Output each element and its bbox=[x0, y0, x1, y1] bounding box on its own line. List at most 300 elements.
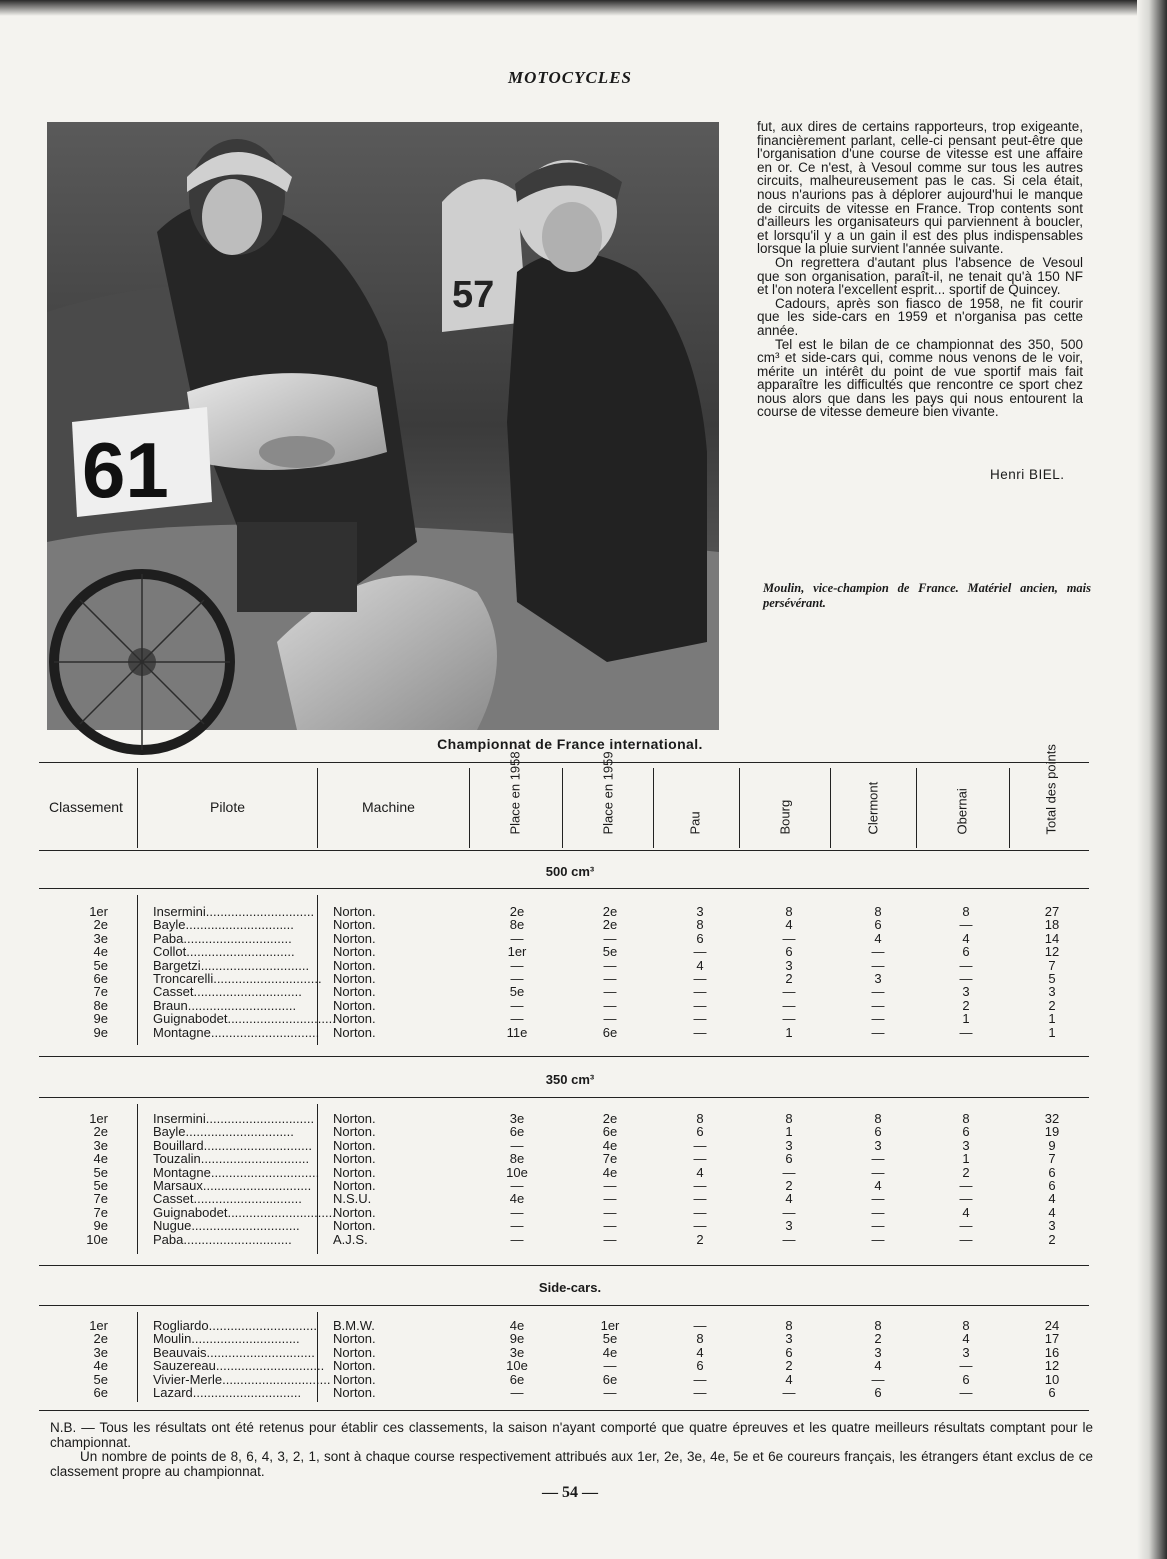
cell-clermont: 8 bbox=[874, 1318, 882, 1333]
cell-pau: — bbox=[693, 1385, 707, 1400]
cell-total: 19 bbox=[1044, 1124, 1060, 1140]
cell-pilot: Sauzereau.............................. bbox=[153, 1358, 325, 1374]
cell-machine: Norton. bbox=[333, 997, 376, 1013]
cell-place-1958: — bbox=[510, 957, 524, 973]
cell-rank: 8e bbox=[93, 997, 108, 1013]
table-row bbox=[0, 1139, 1140, 1152]
cell-pilot: Troncarelli.............................. bbox=[153, 971, 322, 986]
cell-pilot: Casset.............................. bbox=[153, 1191, 302, 1207]
cell-place-1958: — bbox=[510, 1385, 524, 1400]
cell-place-1959: — bbox=[603, 997, 617, 1013]
cell-pilot: Paba.............................. bbox=[153, 930, 292, 946]
cell-pau: 6 bbox=[696, 1124, 704, 1140]
cell-pilot: Bayle.............................. bbox=[153, 917, 294, 933]
cell-total: 3 bbox=[1048, 984, 1056, 1000]
cell-clermont: 6 bbox=[874, 917, 882, 933]
table-row bbox=[0, 918, 1140, 931]
cell-obernai: 8 bbox=[962, 1318, 970, 1333]
table-row bbox=[0, 1125, 1140, 1138]
cell-obernai: — bbox=[959, 1191, 973, 1207]
cell-pau: — bbox=[693, 1318, 707, 1333]
cell-place-1959: 6e bbox=[602, 1024, 618, 1040]
cell-obernai: 2 bbox=[962, 997, 970, 1013]
table-row bbox=[0, 972, 1140, 985]
cell-pilot: Paba.............................. bbox=[153, 1231, 292, 1247]
cell-obernai: — bbox=[959, 1178, 973, 1193]
cell-total: 9 bbox=[1048, 1137, 1056, 1153]
table-row bbox=[0, 1206, 1140, 1219]
cell-place-1958: 4e bbox=[509, 1191, 525, 1207]
cell-bourg: — bbox=[782, 930, 796, 946]
cell-obernai: 8 bbox=[962, 904, 970, 919]
cell-place-1958: 5e bbox=[509, 984, 525, 1000]
cell-total: 3 bbox=[1048, 1218, 1056, 1234]
cell-place-1959: — bbox=[603, 1178, 617, 1193]
pilot-name: Montagne bbox=[153, 1164, 211, 1180]
cell-machine: Norton. bbox=[333, 1344, 376, 1360]
cell-machine: N.S.U. bbox=[333, 1191, 372, 1207]
cell-clermont: — bbox=[871, 1011, 885, 1027]
table-row bbox=[0, 1012, 1140, 1025]
cell-clermont: — bbox=[871, 1024, 885, 1040]
cell-place-1959: 2e bbox=[602, 904, 618, 919]
table-row bbox=[0, 999, 1140, 1012]
cell-total: 4 bbox=[1048, 1204, 1056, 1220]
cell-total: 14 bbox=[1044, 930, 1060, 946]
cell-obernai: — bbox=[959, 1231, 973, 1247]
header-bourg: Bourg bbox=[777, 799, 793, 835]
cell-obernai: — bbox=[959, 1385, 973, 1400]
table-rule-350-end bbox=[39, 1265, 1089, 1266]
section-title-500: 500 cm³ bbox=[545, 864, 595, 879]
cell-clermont: — bbox=[871, 1218, 885, 1234]
table-row bbox=[0, 905, 1140, 918]
table-rule-500-end bbox=[39, 1056, 1089, 1057]
table-row bbox=[0, 985, 1140, 998]
cell-machine: Norton. bbox=[333, 984, 376, 1000]
cell-rank: 3e bbox=[93, 930, 108, 946]
cell-clermont: 3 bbox=[874, 1137, 882, 1153]
col-divider bbox=[739, 768, 740, 848]
cell-place-1959: 4e bbox=[602, 1137, 618, 1153]
section-title-350: 350 cm³ bbox=[545, 1072, 595, 1087]
cell-total: 24 bbox=[1044, 1318, 1060, 1333]
cell-pau: — bbox=[693, 1371, 707, 1387]
pilot-name: Nugue bbox=[153, 1218, 192, 1234]
table-row bbox=[0, 1386, 1140, 1399]
cell-clermont: 8 bbox=[874, 1111, 882, 1126]
cell-pilot: Montagne.............................. bbox=[153, 1024, 320, 1040]
cell-rank: 5e bbox=[93, 1164, 108, 1180]
cell-rank: 2e bbox=[93, 917, 108, 933]
pilot-name: Moulin bbox=[153, 1331, 192, 1347]
cell-machine: Norton. bbox=[333, 1358, 376, 1374]
cell-obernai: 3 bbox=[962, 1344, 970, 1360]
cell-clermont: — bbox=[871, 1231, 885, 1247]
cell-machine: Norton. bbox=[333, 1024, 376, 1040]
cell-total: 32 bbox=[1044, 1111, 1060, 1126]
cell-place-1958: 8e bbox=[509, 917, 525, 933]
cell-total: 17 bbox=[1044, 1331, 1060, 1347]
cell-pau: — bbox=[693, 1191, 707, 1207]
cell-rank: 2e bbox=[93, 1331, 108, 1347]
cell-place-1959: 5e bbox=[602, 1331, 618, 1347]
cell-rank: 4e bbox=[93, 944, 108, 960]
cell-pilot: Guignabodet.............................. bbox=[153, 1204, 336, 1220]
cell-rank: 7e bbox=[93, 1204, 108, 1220]
cell-machine: Norton. bbox=[333, 944, 376, 960]
cell-pau: — bbox=[693, 1011, 707, 1027]
cell-pau: — bbox=[693, 1024, 707, 1040]
cell-machine: Norton. bbox=[333, 1385, 376, 1400]
cell-place-1958: 10e bbox=[506, 1358, 528, 1374]
cell-place-1958: 1er bbox=[507, 944, 527, 960]
cell-pau: — bbox=[693, 944, 707, 960]
cell-pau: 6 bbox=[696, 930, 704, 946]
table-rule-header bbox=[39, 850, 1089, 851]
cell-pau: — bbox=[693, 997, 707, 1013]
cell-pilot: Vivier-Merle.............................. bbox=[153, 1371, 331, 1387]
header-place-1959: Place en 1959 bbox=[600, 751, 616, 835]
cell-pilot: Casset.............................. bbox=[153, 984, 302, 1000]
table-rule-bottom bbox=[39, 1410, 1089, 1411]
col-divider bbox=[653, 768, 654, 848]
article-paragraph: fut, aux dires de certains rapporteurs, trop exigeante, financièrement parlant, celle-ci pensant peut-être que l'organisation d'une course de vitesse est une affaire en or. Ce n'est, à Vesoul comme sur tous les autres circuits, malheureusement pas le cas. Si cela était, nous n'aurions pas à déplorer aujourd'hui le manque de circuits de vitesse en France. Trop contents sont d'ailleurs les organisateurs qui parviennent à boucler, et lorsqu'il y a un gain il est des plus indispensables lorsque la pluie survient l'année suivante. bbox=[757, 119, 1083, 257]
cell-clermont: — bbox=[871, 957, 885, 973]
cell-bourg: — bbox=[782, 1011, 796, 1027]
cell-place-1958: — bbox=[510, 1178, 524, 1193]
cell-rank: 9e bbox=[93, 1024, 108, 1040]
cell-machine: Norton. bbox=[333, 1151, 376, 1167]
pilot-name: Braun bbox=[153, 997, 188, 1013]
scan-edge-right bbox=[1137, 0, 1167, 1559]
cell-place-1958: — bbox=[510, 1011, 524, 1027]
cell-rank: 3e bbox=[93, 1137, 108, 1153]
cell-bourg: 2 bbox=[785, 1358, 793, 1374]
cell-pilot: Marsaux.............................. bbox=[153, 1178, 312, 1193]
cell-place-1958: — bbox=[510, 930, 524, 946]
cell-machine: B.M.W. bbox=[333, 1318, 375, 1333]
cell-place-1959: — bbox=[603, 971, 617, 986]
cell-rank: 7e bbox=[93, 984, 108, 1000]
cell-pilot: Nugue.............................. bbox=[153, 1218, 300, 1234]
cell-pau: 4 bbox=[696, 1344, 704, 1360]
cell-place-1958: 11e bbox=[506, 1024, 528, 1040]
header-total: Total des points bbox=[1043, 744, 1059, 835]
cell-total: 12 bbox=[1044, 944, 1060, 960]
cell-place-1959: 4e bbox=[602, 1164, 618, 1180]
cell-total: 6 bbox=[1048, 1164, 1056, 1180]
cell-clermont: — bbox=[871, 997, 885, 1013]
cell-obernai: — bbox=[959, 957, 973, 973]
cell-place-1959: — bbox=[603, 984, 617, 1000]
cell-total: 27 bbox=[1044, 904, 1060, 919]
cell-obernai: 4 bbox=[962, 930, 970, 946]
cell-obernai: 3 bbox=[962, 984, 970, 1000]
cell-pau: — bbox=[693, 1218, 707, 1234]
cell-rank: 10e bbox=[86, 1231, 108, 1247]
article-text bbox=[757, 120, 1083, 419]
cell-machine: Norton. bbox=[333, 1218, 376, 1234]
pilot-name: Guignabodet bbox=[153, 1011, 228, 1027]
cell-bourg: 6 bbox=[785, 1344, 793, 1360]
cell-bourg: 3 bbox=[785, 957, 793, 973]
cell-pilot: Collot.............................. bbox=[153, 944, 295, 960]
cell-total: 18 bbox=[1044, 917, 1060, 933]
pilot-name: Casset bbox=[153, 1191, 194, 1207]
fairing-number: 57 bbox=[452, 274, 495, 316]
table-rule-sidecars bbox=[39, 1305, 1089, 1306]
pilot-name: Insermini bbox=[153, 904, 206, 919]
cell-bourg: 3 bbox=[785, 1331, 793, 1347]
cell-machine: Norton. bbox=[333, 930, 376, 946]
cell-total: 2 bbox=[1048, 997, 1056, 1013]
cell-obernai: 6 bbox=[962, 1371, 970, 1387]
section-title-sidecars: Side-cars. bbox=[538, 1280, 602, 1295]
cell-place-1959: — bbox=[603, 1231, 617, 1247]
cell-clermont: 2 bbox=[874, 1331, 882, 1347]
cell-bourg: — bbox=[782, 1164, 796, 1180]
cell-total: 1 bbox=[1048, 1024, 1056, 1040]
cell-place-1958: — bbox=[510, 1218, 524, 1234]
cell-pau: — bbox=[693, 971, 707, 986]
cell-bourg: 3 bbox=[785, 1137, 793, 1153]
cell-pau: — bbox=[693, 1178, 707, 1193]
cell-pau: — bbox=[693, 984, 707, 1000]
cell-machine: Norton. bbox=[333, 1111, 376, 1126]
cell-bourg: — bbox=[782, 1385, 796, 1400]
page-number: — 54 — bbox=[542, 1484, 598, 1501]
cell-clermont: 3 bbox=[874, 1344, 882, 1360]
cell-pilot: Braun.............................. bbox=[153, 997, 297, 1013]
footnote-line: Un nombre de points de 8, 6, 4, 3, 2, 1, sont à chaque course respectivement attribués aux 1er, 2e, 3e, 4e, 5e et 6e coureurs français, les étrangers étant exclus de ce classement propre au championnat. bbox=[50, 1449, 1093, 1479]
cell-pilot: Bargetzi.............................. bbox=[153, 957, 310, 973]
cell-bourg: — bbox=[782, 1204, 796, 1220]
cell-pilot: Bayle.............................. bbox=[153, 1124, 294, 1140]
cell-pau: 3 bbox=[696, 904, 704, 919]
pilot-name: Bayle bbox=[153, 1124, 186, 1140]
cell-clermont: 4 bbox=[874, 930, 882, 946]
col-divider bbox=[137, 768, 138, 848]
running-head: MOTOCYCLES bbox=[508, 68, 632, 87]
cell-pilot: Guignabodet.............................. bbox=[153, 1011, 336, 1027]
pilot-name: Montagne bbox=[153, 1024, 211, 1040]
cell-obernai: 4 bbox=[962, 1331, 970, 1347]
cell-rank: 1er bbox=[89, 1318, 108, 1333]
cell-rank: 9e bbox=[93, 1218, 108, 1234]
pilot-name: Sauzereau bbox=[153, 1358, 216, 1374]
pilot-name: Bouillard bbox=[153, 1137, 204, 1153]
cell-obernai: — bbox=[959, 971, 973, 986]
cell-obernai: 6 bbox=[962, 944, 970, 960]
cell-machine: Norton. bbox=[333, 971, 376, 986]
cell-total: 16 bbox=[1044, 1344, 1060, 1360]
cell-total: 6 bbox=[1048, 1178, 1056, 1193]
cell-bourg: 4 bbox=[785, 917, 793, 933]
cell-clermont: — bbox=[871, 1204, 885, 1220]
cell-bourg: 1 bbox=[785, 1124, 793, 1140]
cell-pilot: Rogliardo.............................. bbox=[153, 1318, 318, 1333]
table-row bbox=[0, 1192, 1140, 1205]
cell-place-1959: — bbox=[603, 1385, 617, 1400]
cell-total: 4 bbox=[1048, 1191, 1056, 1207]
cell-obernai: — bbox=[959, 1218, 973, 1234]
cell-rank: 5e bbox=[93, 957, 108, 973]
cell-pau: — bbox=[693, 1137, 707, 1153]
cell-bourg: 8 bbox=[785, 1111, 793, 1126]
bike-number: 61 bbox=[82, 426, 169, 514]
cell-pau: 4 bbox=[696, 1164, 704, 1180]
cell-place-1958: 9e bbox=[509, 1331, 525, 1347]
cell-pau: 8 bbox=[696, 1331, 704, 1347]
table-row bbox=[0, 1152, 1140, 1165]
cell-place-1958: — bbox=[510, 1231, 524, 1247]
cell-pilot: Insermini.............................. bbox=[153, 1111, 315, 1126]
table-row bbox=[0, 1112, 1140, 1125]
cell-clermont: 4 bbox=[874, 1358, 882, 1374]
cell-place-1959: 6e bbox=[602, 1124, 618, 1140]
cell-clermont: — bbox=[871, 1164, 885, 1180]
cell-place-1959: 6e bbox=[602, 1371, 618, 1387]
cell-clermont: — bbox=[871, 944, 885, 960]
cell-obernai: 3 bbox=[962, 1137, 970, 1153]
cell-place-1959: 1er bbox=[600, 1318, 620, 1333]
cell-place-1959: — bbox=[603, 1204, 617, 1220]
cell-place-1958: 3e bbox=[509, 1344, 525, 1360]
table-rule-350 bbox=[39, 1097, 1089, 1098]
pilot-name: Insermini bbox=[153, 1111, 206, 1126]
cell-bourg: 2 bbox=[785, 1178, 793, 1193]
cell-place-1958: — bbox=[510, 1137, 524, 1153]
cell-place-1958: — bbox=[510, 997, 524, 1013]
cell-place-1959: — bbox=[603, 1011, 617, 1027]
author-signature: Henri BIEL. bbox=[990, 467, 1065, 482]
cell-pau: 4 bbox=[696, 957, 704, 973]
footnote bbox=[50, 1421, 1093, 1479]
cell-total: 5 bbox=[1048, 971, 1056, 986]
cell-pilot: Touzalin.............................. bbox=[153, 1151, 310, 1167]
cell-rank: 2e bbox=[93, 1124, 108, 1140]
cell-clermont: — bbox=[871, 1151, 885, 1167]
header-clermont: Clermont bbox=[865, 781, 881, 835]
cell-obernai: — bbox=[959, 1024, 973, 1040]
cell-bourg: — bbox=[782, 997, 796, 1013]
cell-place-1959: — bbox=[603, 1358, 617, 1374]
cell-place-1958: 4e bbox=[509, 1318, 525, 1333]
cell-pilot: Bouillard.............................. bbox=[153, 1137, 312, 1153]
cell-clermont: — bbox=[871, 1191, 885, 1207]
cell-obernai: 1 bbox=[962, 1151, 970, 1167]
cell-obernai: 1 bbox=[962, 1011, 970, 1027]
table-rule-top bbox=[39, 762, 1089, 763]
cell-obernai: — bbox=[959, 917, 973, 933]
cell-rank: 5e bbox=[93, 1371, 108, 1387]
cell-clermont: — bbox=[871, 984, 885, 1000]
header-pau: Pau bbox=[687, 811, 703, 835]
cell-clermont: 8 bbox=[874, 904, 882, 919]
cell-pilot: Montagne.............................. bbox=[153, 1164, 320, 1180]
pilot-name: Rogliardo bbox=[153, 1318, 209, 1333]
pilot-name: Lazard bbox=[153, 1385, 193, 1400]
pilot-name: Guignabodet bbox=[153, 1204, 228, 1220]
cell-place-1959: — bbox=[603, 1191, 617, 1207]
cell-place-1959: 2e bbox=[602, 917, 618, 933]
table-row bbox=[0, 1373, 1140, 1386]
article-paragraph: On regrettera d'autant plus l'absence de Vesoul que son organisation, paraît-il, ne tenait qu'à 150 NF et l'on notera l'excellent esprit... sportif de Quincey. bbox=[757, 254, 1083, 298]
cell-place-1959: 7e bbox=[602, 1151, 618, 1167]
cell-total: 6 bbox=[1048, 1385, 1056, 1400]
cell-place-1958: 3e bbox=[509, 1111, 525, 1126]
cell-total: 7 bbox=[1048, 957, 1056, 973]
cell-machine: Norton. bbox=[333, 917, 376, 933]
table-rule-500 bbox=[39, 888, 1089, 889]
table-row bbox=[0, 1359, 1140, 1372]
cell-total: 12 bbox=[1044, 1358, 1060, 1374]
cell-obernai: — bbox=[959, 1358, 973, 1374]
cell-place-1959: 5e bbox=[602, 944, 618, 960]
pilot-name: Vivier-Merle bbox=[153, 1371, 223, 1387]
table-row bbox=[0, 1219, 1140, 1232]
cell-place-1958: 8e bbox=[509, 1151, 525, 1167]
table-row bbox=[0, 1026, 1140, 1039]
cell-pau: 8 bbox=[696, 917, 704, 933]
cell-rank: 3e bbox=[93, 1344, 108, 1360]
photo-moulin-sidecar bbox=[47, 122, 719, 730]
header-obernai: Obernai bbox=[954, 788, 970, 835]
header-machine: Machine bbox=[362, 799, 415, 815]
cell-place-1959: 4e bbox=[602, 1344, 618, 1360]
cell-rank: 1er bbox=[89, 904, 108, 919]
cell-clermont: 3 bbox=[874, 971, 882, 986]
cell-place-1959: 2e bbox=[602, 1111, 618, 1126]
pilot-name: Beauvais bbox=[153, 1344, 207, 1360]
pilot-name: Collot bbox=[153, 944, 187, 960]
col-divider bbox=[830, 768, 831, 848]
cell-machine: Norton. bbox=[333, 904, 376, 919]
cell-rank: 5e bbox=[93, 1178, 108, 1193]
cell-place-1959: — bbox=[603, 930, 617, 946]
cell-machine: Norton. bbox=[333, 1011, 376, 1027]
cell-bourg: 4 bbox=[785, 1191, 793, 1207]
cell-total: 2 bbox=[1048, 1231, 1056, 1247]
cell-machine: Norton. bbox=[333, 1178, 376, 1193]
col-divider bbox=[562, 768, 563, 848]
cell-rank: 7e bbox=[93, 1191, 108, 1207]
cell-clermont: 6 bbox=[874, 1124, 882, 1140]
header-pilot: Pilote bbox=[210, 799, 246, 815]
cell-pilot: Insermini.............................. bbox=[153, 904, 315, 919]
cell-bourg: 6 bbox=[785, 944, 793, 960]
table-row bbox=[0, 932, 1140, 945]
cell-machine: Norton. bbox=[333, 1371, 376, 1387]
cell-rank: 9e bbox=[93, 1011, 108, 1027]
table-row bbox=[0, 1179, 1140, 1192]
cell-machine: A.J.S. bbox=[333, 1231, 368, 1247]
cell-machine: Norton. bbox=[333, 957, 376, 973]
table-row bbox=[0, 1346, 1140, 1359]
cell-pau: 2 bbox=[696, 1231, 704, 1247]
col-divider bbox=[317, 768, 318, 848]
cell-bourg: 1 bbox=[785, 1024, 793, 1040]
cell-pilot: Lazard.............................. bbox=[153, 1385, 302, 1400]
article-paragraph: Cadours, après son fiasco de 1958, ne fit courir que les side-cars en 1959 et n'organisa pas cette année. bbox=[757, 295, 1083, 338]
cell-clermont: 6 bbox=[874, 1385, 882, 1400]
pilot-name: Marsaux bbox=[153, 1178, 203, 1193]
table-row bbox=[0, 1233, 1140, 1246]
col-divider bbox=[469, 768, 470, 848]
cell-pau: — bbox=[693, 1151, 707, 1167]
cell-rank: 6e bbox=[93, 1385, 108, 1400]
